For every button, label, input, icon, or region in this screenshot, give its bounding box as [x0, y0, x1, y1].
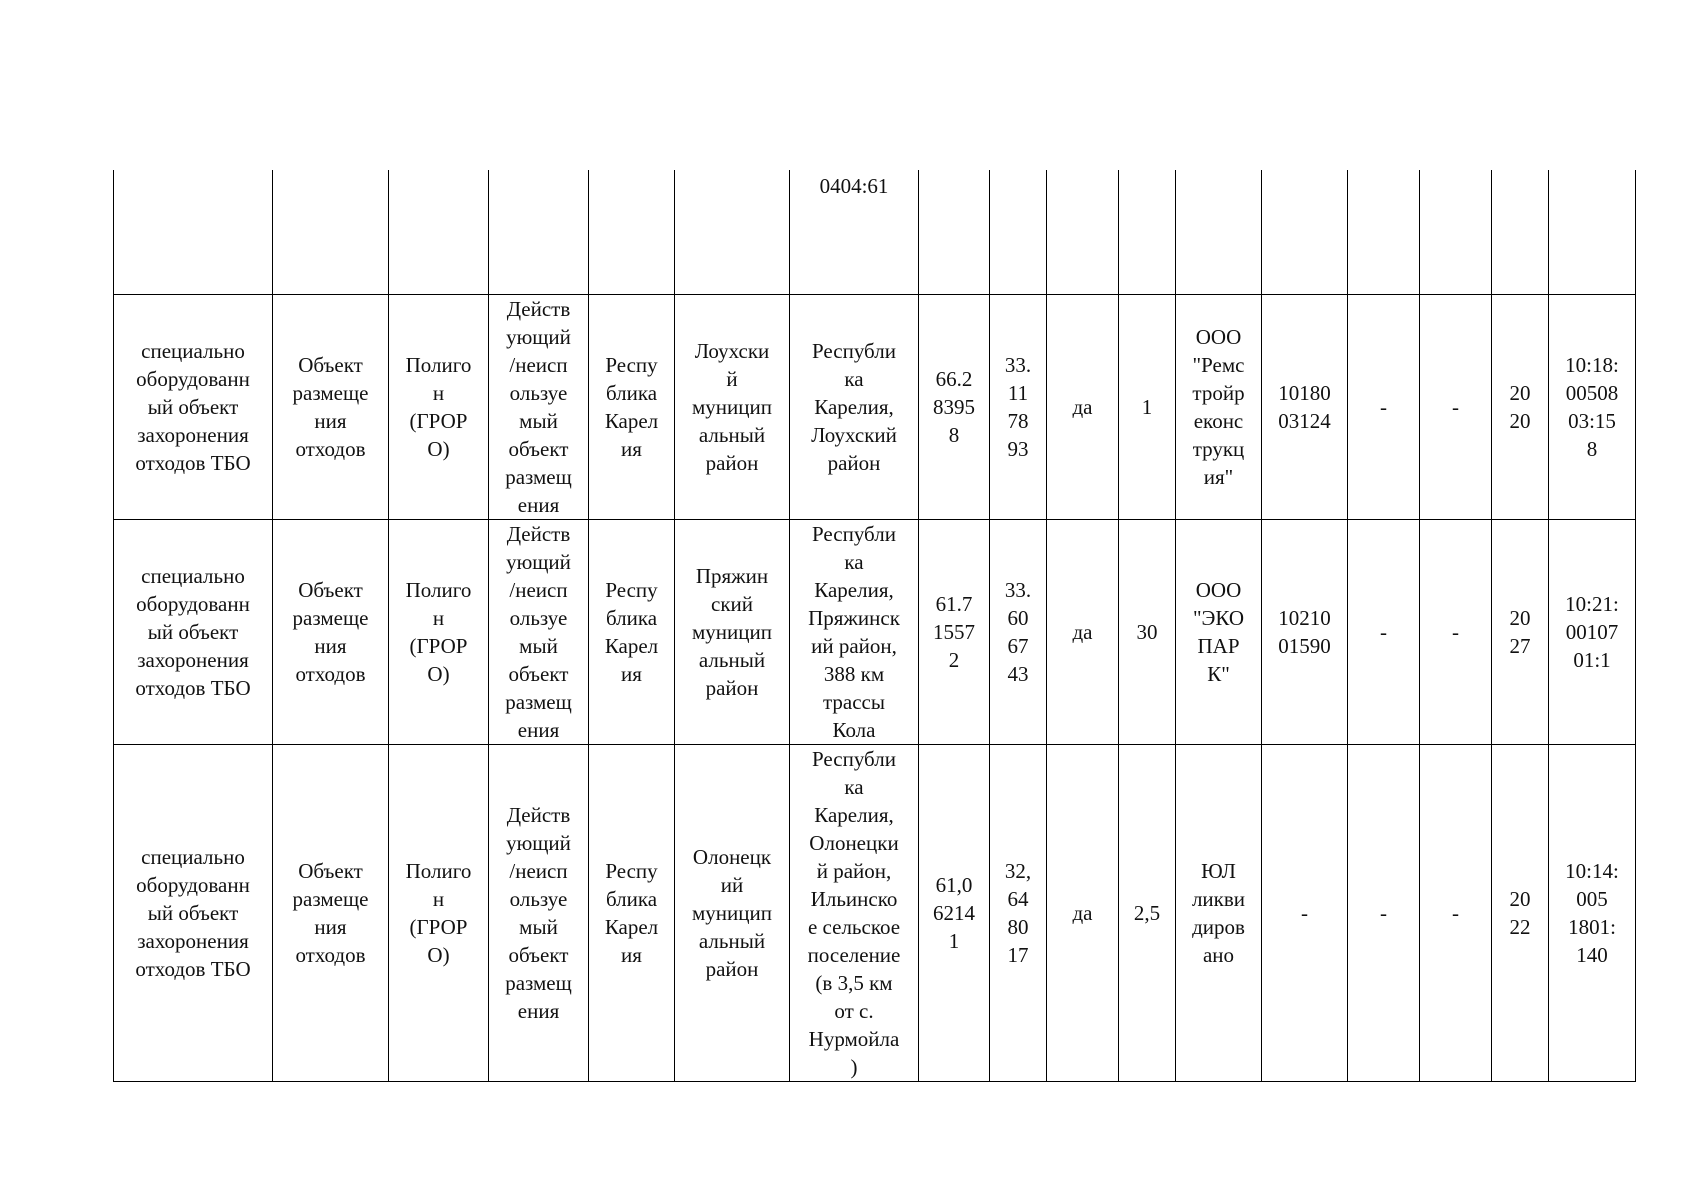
cell-area	[1119, 170, 1176, 294]
cell-dash-b: -	[1420, 294, 1492, 519]
cell-year	[1492, 170, 1549, 294]
cell-kind: Полиго н (ГРОР О)	[389, 744, 489, 1081]
cell-dash-a: -	[1348, 294, 1420, 519]
cell-dash-a: -	[1348, 744, 1420, 1081]
cell-status: Действ ующий /неисп ользуе мый объект размещ ения	[489, 294, 589, 519]
table-row	[114, 294, 1636, 519]
table-row	[114, 519, 1636, 744]
cell-longitude	[990, 170, 1047, 294]
cell-category: Объект размеще ния отходов	[273, 519, 389, 744]
cell-kind: Полиго н (ГРОР О)	[389, 519, 489, 744]
cell-district: Олонецк ий муницип альный район	[675, 744, 790, 1081]
cell-latitude: 66.2 8395 8	[919, 294, 990, 519]
cell-region: Респу блика Карел ия	[589, 294, 675, 519]
continuation-row	[114, 170, 1636, 294]
cell-category	[273, 170, 389, 294]
cell-flag: да	[1047, 519, 1119, 744]
cell-operator	[1176, 170, 1262, 294]
cell-region: Респу блика Карел ия	[589, 519, 675, 744]
cell-longitude: 32, 64 80 17	[990, 744, 1047, 1081]
cell-status: Действ ующий /неисп ользуе мый объект размещ ения	[489, 744, 589, 1081]
cell-flag	[1047, 170, 1119, 294]
cell-cadastral: 10:18: 00508 03:15 8	[1549, 294, 1636, 519]
cell-status	[489, 170, 589, 294]
table-row	[114, 744, 1636, 1081]
cell-dash-b	[1420, 170, 1492, 294]
cell-cadastral	[1549, 170, 1636, 294]
cell-dash-b: -	[1420, 744, 1492, 1081]
cell-year: 20 20	[1492, 294, 1549, 519]
cell-status: Действ ующий /неисп ользуе мый объект размещ ения	[489, 519, 589, 744]
cell-latitude: 61,0 6214 1	[919, 744, 990, 1081]
cell-longitude: 33. 11 78 93	[990, 294, 1047, 519]
cell-area: 1	[1119, 294, 1176, 519]
cell-flag: да	[1047, 744, 1119, 1081]
cell-address: Республи ка Карелия, Лоухский район	[790, 294, 919, 519]
cell-address: 0404:61	[790, 170, 919, 294]
cell-region: Респу блика Карел ия	[589, 744, 675, 1081]
cell-category: Объект размеще ния отходов	[273, 744, 389, 1081]
cell-longitude: 33. 60 67 43	[990, 519, 1047, 744]
cell-kind: Полиго н (ГРОР О)	[389, 294, 489, 519]
cell-district: Лоухски й муницип альный район	[675, 294, 790, 519]
cell-dash-a: -	[1348, 519, 1420, 744]
cell-cadastral: 10:21: 00107 01:1	[1549, 519, 1636, 744]
cell-district: Пряжин ский муницип альный район	[675, 519, 790, 744]
cell-type: специально оборудованн ый объект захоронения отходов ТБО	[114, 744, 273, 1081]
cell-area: 30	[1119, 519, 1176, 744]
cell-operator: ООО "Ремс тройр еконс трукц ия"	[1176, 294, 1262, 519]
cell-inn: -	[1262, 744, 1348, 1081]
cell-district	[675, 170, 790, 294]
cell-type: специально оборудованн ый объект захоронения отходов ТБО	[114, 294, 273, 519]
cell-inn: 10210 01590	[1262, 519, 1348, 744]
cell-operator: ООО "ЭКО ПАР К"	[1176, 519, 1262, 744]
cell-type	[114, 170, 273, 294]
cell-category: Объект размеще ния отходов	[273, 294, 389, 519]
cell-year: 20 27	[1492, 519, 1549, 744]
cell-area: 2,5	[1119, 744, 1176, 1081]
cell-address: Республи ка Карелия, Олонецки й район, Ильинско е сельское поселение (в 3,5 км от с. Нурмойла )	[790, 744, 919, 1081]
cell-year: 20 22	[1492, 744, 1549, 1081]
cell-flag: да	[1047, 294, 1119, 519]
cell-address: Республи ка Карелия, Пряжинск ий район, 388 км трассы Кола	[790, 519, 919, 744]
cell-latitude: 61.7 1557 2	[919, 519, 990, 744]
cell-inn	[1262, 170, 1348, 294]
waste-facility-register-table	[113, 170, 1636, 1082]
cell-kind	[389, 170, 489, 294]
cell-region	[589, 170, 675, 294]
cell-dash-a	[1348, 170, 1420, 294]
cell-dash-b: -	[1420, 519, 1492, 744]
cell-latitude	[919, 170, 990, 294]
cell-type: специально оборудованн ый объект захоронения отходов ТБО	[114, 519, 273, 744]
cell-operator: ЮЛ ликви диров ано	[1176, 744, 1262, 1081]
cell-inn: 10180 03124	[1262, 294, 1348, 519]
cell-cadastral: 10:14: 005 1801: 140	[1549, 744, 1636, 1081]
